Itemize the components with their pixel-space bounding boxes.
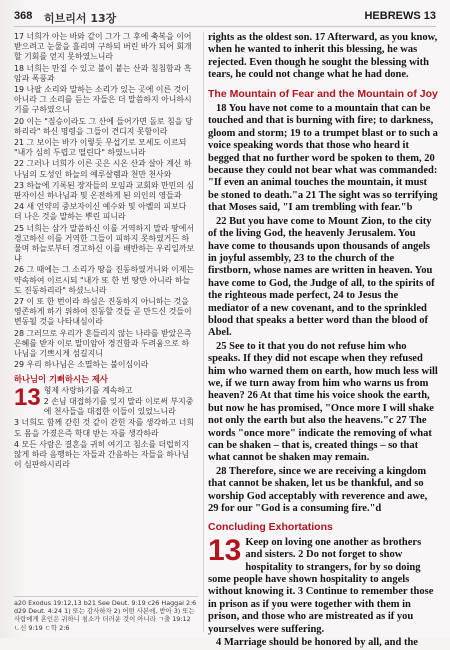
english-text-column	[208, 32, 438, 649]
column-divider	[203, 32, 204, 632]
korean-verse: 22 그러나 너희가 이른 곳은 시온 산과 살아 계신 하나님의 도성인 하늘의 예루살렘과 천만 천사와	[14, 159, 192, 179]
korean-verse: 26 그 때에는 그 소리가 땅을 진동하였거니와 이제는 약속하여 이르시되 "내가 또 한 번 땅만 아니라 하늘도 진동하리라" 하셨느니라	[14, 265, 195, 295]
english-paragraph: 4 Marriage should be honored by all, and the	[216, 637, 418, 649]
korean-verse: 29 우리 하나님은 소멸하는 불이심이라	[14, 360, 149, 370]
korean-verse: 2 손님 대접하기를 잊지 말라 이로써 부지중에 천사들을 대접한 이들이 있었느니라	[43, 396, 194, 417]
korean-text-column	[14, 32, 196, 604]
page-header	[14, 10, 436, 27]
page-number: 368	[14, 10, 33, 22]
korean-verse: 형제 사랑하기를 계속하고	[43, 385, 133, 395]
english-paragraph: 22 But you have come to Mount Zion, to the city of the living God, the heavenly Jerusalem. You have come to thousands upon thousands of angels in joyful assembly, 23 to the church of the firstborn, whose names are written in heaven. You have come to God, the Judge of all, to the spirits of the righteous made perfect, 24 to Jesus the mediator of a new covenant, and to the sprinkled blood that speaks a better word than the blood of Abel.	[208, 215, 435, 339]
english-paragraph: 18 You have not come to a mountain that can be touched and that is burning with fire; to darkness, gloom and storm; 19 to a trumpet blast or to such a voice speaking words that those who heard it begged that no further word be spoken to them, 20 because they could not bear what was commanded: "If even an animal touches the mountain, it must be stoned to death."a 21 The sight was so terrifying that Moses said, "I am trembling with fear."b	[208, 103, 438, 214]
korean-verse: 17 너희가 아는 바와 같이 그가 그 후에 축복을 이어받으려고 눈물을 흘리며 구하되 버린 바가 되어 회개할 기회를 얻지 못하였느니라	[14, 32, 192, 62]
korean-section-heading: 하나님이 기뻐하시는 제사	[14, 373, 108, 384]
korean-verse: 24 새 언약의 중보자이신 예수와 및 아벨의 피보다 더 나은 것을 말하는 뿌린 피니라	[14, 202, 187, 222]
footnotes: a20 Exodus 19:12,13 b21 See Deut. 9:19 c26 Haggai 2:6 d29 Deut. 4:24 1) 또는 감사하자 2) 어떤 사본에, 받아 3) 또는 사람에게 혼인은 귀하니 침소가 더러운 것이 아니라 ㄱ출 19:12 ㄴ신 9:19 ㄷ학 2:6	[14, 596, 198, 632]
korean-verse: 19 나팔 소리와 말하는 소리가 있는 곳에 이른 것이 아니라 그 소리를 듣는 자들은 더 말씀하지 아니하시기를 구하였으니	[14, 85, 192, 115]
korean-verse: 18 너희는 만질 수 있고 불이 붙는 산과 침침함과 흑암과 폭풍과	[14, 63, 192, 83]
korean-verse: 4 모든 사람은 결혼을 귀히 여기고 침소를 더럽히지 않게 하라 음행하는 자들과 간음하는 자들을 하나님이 심판하시리라	[14, 439, 190, 470]
english-paragraph: rights as the oldest son. 17 Afterward, as you know, when he wanted to inherit this blessing, he was rejected. Even though he sought the blessing with tears, he could not change what he had done.	[208, 32, 438, 81]
korean-verse: 3 너희도 함께 갇힌 것 같이 갇힌 자를 생각하고 너희도 몸을 가졌은즉 학대 받는 자를 생각하라	[14, 418, 195, 438]
english-paragraph: Keep on loving one another as brothers and sisters. 2 Do not forget to show hospitality to strangers, for by so doing some people have shown hospitality to angels without knowing it. 3 Continue to remember those in prison as if you were together with them in prison, and those who are mistreated as if you yourselves were suffering.	[208, 536, 434, 635]
english-chapter-number: 13	[208, 533, 242, 567]
korean-verse: 23 하늘에 기록된 장자들의 모임과 교회와 만민의 심판자이신 하나님과 및 온전하게 된 의인의 영들과	[14, 180, 195, 201]
english-paragraph: 25 See to it that you do not refuse him who speaks. If they did not escape when they refused him who warned them on earth, how much less will we, if we turn away from him who warns us from heaven? 26 At that time his voice shook the earth, but now he has promised, "Once more I will shake not only the earth but also the heavens."c 27 The words "once more" indicate the removing of what can be shaken – that is, created things – so that what cannot be shaken may remain.	[208, 340, 438, 464]
korean-verse: 28 그러므로 우리가 흔들리지 않는 나라를 받았은즉 은혜를 받자 이로 말미암아 경건함과 두려움으로 하나님을 기쁘시게 섬길지니	[14, 328, 192, 359]
english-paragraph: 28 Therefore, since we are receiving a kingdom that cannot be shaken, let us be thankful, and so worship God acceptably with reverence and awe, 29 for our "God is a consuming fire."d	[208, 465, 428, 515]
korean-verse: 27 이 또 한 번이라 하심은 진동하지 아니하는 것을 영존하게 하기 위하여 진동할 것들 곧 만드신 것들이 변동될 것을 나타내심이라	[14, 297, 192, 327]
english-section-heading: Concluding Exhortations	[208, 521, 333, 534]
korean-chapter-number: 13	[14, 383, 41, 411]
korean-verse: 20 이는 "짐승이라도 그 산에 들어가면 돌로 침을 당하리라" 하신 명령을 그들이 견디지 못함이라	[14, 116, 193, 136]
english-section-heading: The Mountain of Fear and the Mountain of Joy	[208, 87, 438, 100]
korean-verse: 25 너희는 삼가 말씀하신 이를 거역하지 말라 땅에서 경고하신 이를 거역한 그들이 피하지 못하였거든 하물며 하늘로부터 경고하신 이를 배반하는 우리일까보냐	[14, 223, 195, 264]
korean-book-title: 히브리서 13장	[44, 12, 117, 25]
english-book-title: HEBREWS 13	[364, 10, 436, 22]
korean-verse: 21 그 보이는 바가 이렇듯 무섭기로 모세도 이르되 "내가 심히 두렵고 떨린다" 하였느니라	[14, 138, 187, 158]
